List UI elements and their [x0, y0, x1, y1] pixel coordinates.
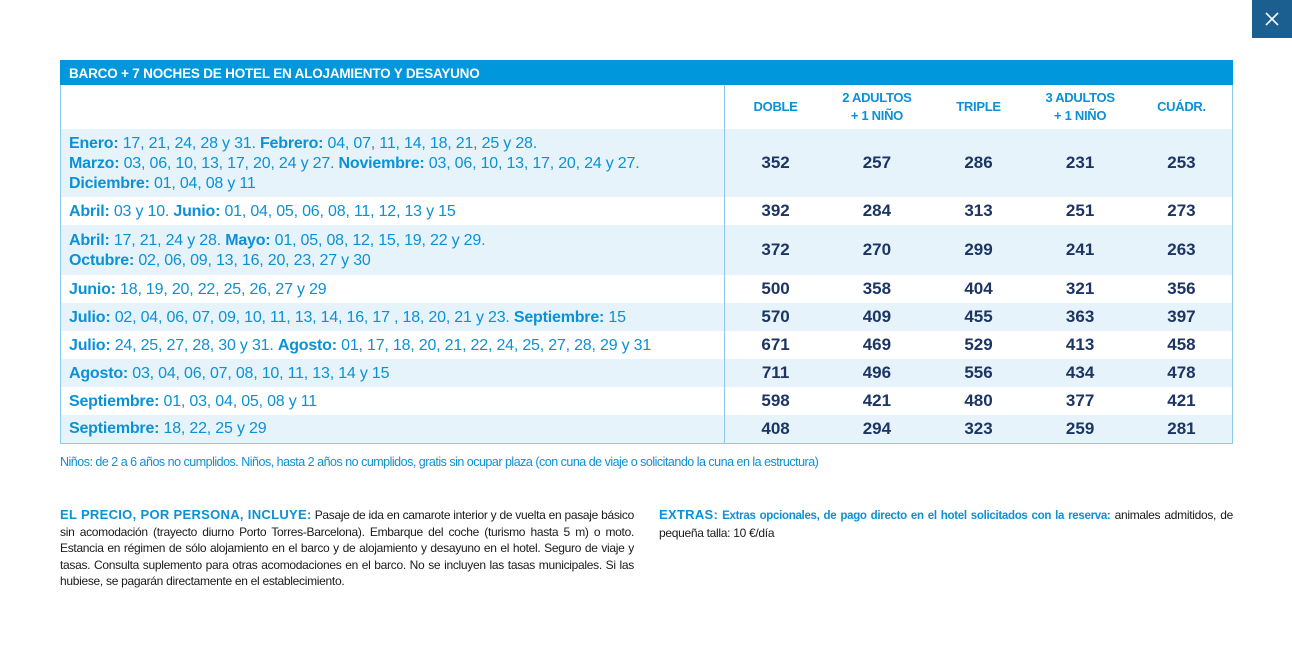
day-list: 17, 21, 24, 28 y 31. [118, 134, 260, 152]
header-label-line: + 1 NIÑO [850, 108, 903, 123]
table-row [61, 415, 1233, 443]
month-label: Diciembre: [69, 174, 150, 192]
month-label: Julio: [69, 336, 111, 354]
close-button[interactable] [1252, 0, 1292, 38]
price-cell: 284 [826, 197, 928, 225]
extras-label: EXTRAS: [659, 507, 719, 522]
day-list: 17, 21, 24 y 28. [109, 231, 226, 249]
dates-line [69, 280, 716, 300]
price-cell: 434 [1029, 359, 1131, 387]
header-triple [928, 85, 1030, 129]
price-cell: 556 [928, 359, 1030, 387]
day-list: 02, 04, 06, 07, 09, 10, 11, 13, 14, 16, 17 , 18, 20, 21 y 23. [110, 308, 514, 326]
dates-line [69, 364, 716, 384]
month-label: Septiembre: [513, 308, 605, 326]
table-row [61, 129, 1233, 197]
price-cell: 281 [1131, 415, 1233, 443]
table-row [61, 225, 1233, 275]
price-includes [60, 507, 634, 590]
price-cell: 270 [826, 225, 928, 275]
dates-line [69, 231, 716, 251]
day-list: 04, 07, 11, 14, 18, 21, 25 y 28. [323, 134, 537, 152]
month-label: Junio: [173, 202, 221, 220]
day-list: 15 [604, 308, 626, 326]
price-cell: 313 [928, 197, 1030, 225]
day-list: 01, 04, 05, 06, 08, 11, 12, 13 y 15 [220, 202, 456, 220]
price-cell: 253 [1131, 129, 1233, 197]
price-cell: 321 [1029, 275, 1131, 303]
children-note: Niños: de 2 a 6 años no cumplidos. Niños, hasta 2 años no cumplidos, gratis sin ocupar plaza (con cuna de viaje o solicitando la cuna en la estructura) [60, 455, 819, 469]
price-cell: 241 [1029, 225, 1131, 275]
day-list: 03 y 10. [109, 202, 174, 220]
header-label-line: 3 ADULTOS [1045, 90, 1115, 105]
price-cell: 671 [725, 331, 827, 359]
price-cell: 273 [1131, 197, 1233, 225]
month-label: Julio: [69, 308, 111, 326]
row-dates [61, 415, 725, 443]
price-cell: 711 [725, 359, 827, 387]
month-label: Octubre: [69, 251, 135, 269]
price-cell: 458 [1131, 331, 1233, 359]
month-label: Agosto: [277, 336, 337, 354]
day-list: 03, 04, 06, 07, 08, 10, 11, 13, 14 y 15 [128, 364, 390, 382]
price-cell: 294 [826, 415, 928, 443]
price-cell: 404 [928, 275, 1030, 303]
day-list: 02, 06, 09, 13, 16, 20, 23, 27 y 30 [134, 251, 371, 269]
price-cell: 323 [928, 415, 1030, 443]
day-list: 18, 19, 20, 22, 25, 26, 27 y 29 [115, 280, 327, 298]
month-label: Marzo: [69, 154, 120, 172]
header-cuadr [1131, 85, 1233, 129]
includes-label: EL PRECIO, POR PERSONA, INCLUYE: [60, 507, 312, 522]
header-label-line: + 1 NIÑO [1054, 108, 1107, 123]
table-row [61, 303, 1233, 331]
price-cell: 409 [826, 303, 928, 331]
month-label: Junio: [69, 280, 116, 298]
extras-section [659, 507, 1233, 541]
row-dates [61, 303, 725, 331]
dates-line [69, 174, 716, 194]
dates-line [69, 336, 716, 356]
dates-line [69, 134, 716, 154]
month-label: Enero: [69, 134, 119, 152]
day-list: 01, 17, 18, 20, 21, 22, 24, 25, 27, 28, 29 y 31 [336, 336, 652, 354]
includes-text: Pasaje de ida en camarote interior y de vuelta en pasaje básico sin acomodación (trayecto diurno Porto Torres-Barcelona). Embarque del coche (turismo hasta 5 m) o moto. Estancia en régimen de sólo alojamiento en el barco y de alojamiento y desayuno en el hotel. Seguro de viaje y tasas. Consulta suplemento para otras acomodaciones en el barco. No se incluyen las tasas municipales. Si las hubiese, se pagarán directamente en el establecimiento. [60, 508, 634, 588]
row-dates [61, 129, 725, 197]
month-label: Mayo: [225, 231, 271, 249]
price-cell: 286 [928, 129, 1030, 197]
dates-line [69, 308, 716, 328]
price-cell: 598 [725, 387, 827, 415]
day-list: 03, 06, 10, 13, 17, 20, 24 y 27. [424, 154, 640, 172]
header-label-line: DOBLE [753, 99, 798, 114]
month-label: Septiembre: [69, 420, 160, 438]
price-cell: 469 [826, 331, 928, 359]
dates-line [69, 154, 716, 174]
price-cell: 500 [725, 275, 827, 303]
price-table [60, 85, 1233, 444]
header-label-line: 2 ADULTOS [842, 90, 912, 105]
row-dates [61, 331, 725, 359]
extras-text: animales admitidos, de pequeña talla: 10 €/día [659, 508, 1233, 540]
price-cell: 413 [1029, 331, 1131, 359]
header-label-line: TRIPLE [956, 99, 1001, 114]
price-cell: 358 [826, 275, 928, 303]
price-cell: 480 [928, 387, 1030, 415]
month-label: Abril: [69, 202, 110, 220]
price-cell: 363 [1029, 303, 1131, 331]
table-row [61, 275, 1233, 303]
table-header-row [61, 85, 1233, 129]
price-cell: 478 [1131, 359, 1233, 387]
price-cell: 421 [1131, 387, 1233, 415]
day-list: 01, 05, 08, 12, 15, 19, 22 y 29. [270, 231, 486, 249]
header-3-adultos-1-nino [1029, 85, 1131, 129]
dates-line [69, 202, 716, 222]
header-dates [61, 85, 725, 129]
row-dates [61, 197, 725, 225]
extras-sublabel: Extras opcionales, de pago directo en el hotel solicitados con la reserva: [718, 510, 1111, 522]
price-cell: 257 [826, 129, 928, 197]
row-dates [61, 387, 725, 415]
row-dates [61, 275, 725, 303]
price-cell: 356 [1131, 275, 1233, 303]
price-cell: 570 [725, 303, 827, 331]
table-row [61, 359, 1233, 387]
month-label: Septiembre: [69, 392, 160, 410]
price-cell: 529 [928, 331, 1030, 359]
price-cell: 263 [1131, 225, 1233, 275]
day-list: 18, 22, 25 y 29 [159, 420, 267, 438]
table-row [61, 387, 1233, 415]
row-dates [61, 225, 725, 275]
dates-line [69, 251, 716, 271]
price-cell: 299 [928, 225, 1030, 275]
close-icon [1265, 12, 1279, 26]
month-label: Noviembre: [338, 154, 425, 172]
dates-line [69, 419, 716, 439]
price-cell: 377 [1029, 387, 1131, 415]
price-cell: 372 [725, 225, 827, 275]
price-cell: 455 [928, 303, 1030, 331]
price-cell: 231 [1029, 129, 1131, 197]
price-cell: 259 [1029, 415, 1131, 443]
header-2-adultos-1-nino [826, 85, 928, 129]
price-cell: 352 [725, 129, 827, 197]
month-label: Agosto: [69, 364, 129, 382]
price-cell: 421 [826, 387, 928, 415]
day-list: 01, 04, 08 y 11 [149, 174, 256, 192]
table-title: BARCO + 7 NOCHES DE HOTEL EN ALOJAMIENTO Y DESAYUNO [60, 60, 1233, 85]
day-list: 24, 25, 27, 28, 30 y 31. [110, 336, 278, 354]
price-table-container [60, 60, 1233, 444]
price-cell: 408 [725, 415, 827, 443]
dates-line [69, 392, 716, 412]
header-doble [725, 85, 827, 129]
table-row [61, 197, 1233, 225]
price-cell: 397 [1131, 303, 1233, 331]
day-list: 01, 03, 04, 05, 08 y 11 [159, 392, 317, 410]
row-dates [61, 359, 725, 387]
day-list: 03, 06, 10, 13, 17, 20, 24 y 27. [119, 154, 339, 172]
month-label: Febrero: [259, 134, 324, 152]
month-label: Abril: [69, 231, 110, 249]
price-cell: 251 [1029, 197, 1131, 225]
header-label-line: CUÁDR. [1157, 99, 1206, 114]
price-cell: 496 [826, 359, 928, 387]
table-row [61, 331, 1233, 359]
price-cell: 392 [725, 197, 827, 225]
